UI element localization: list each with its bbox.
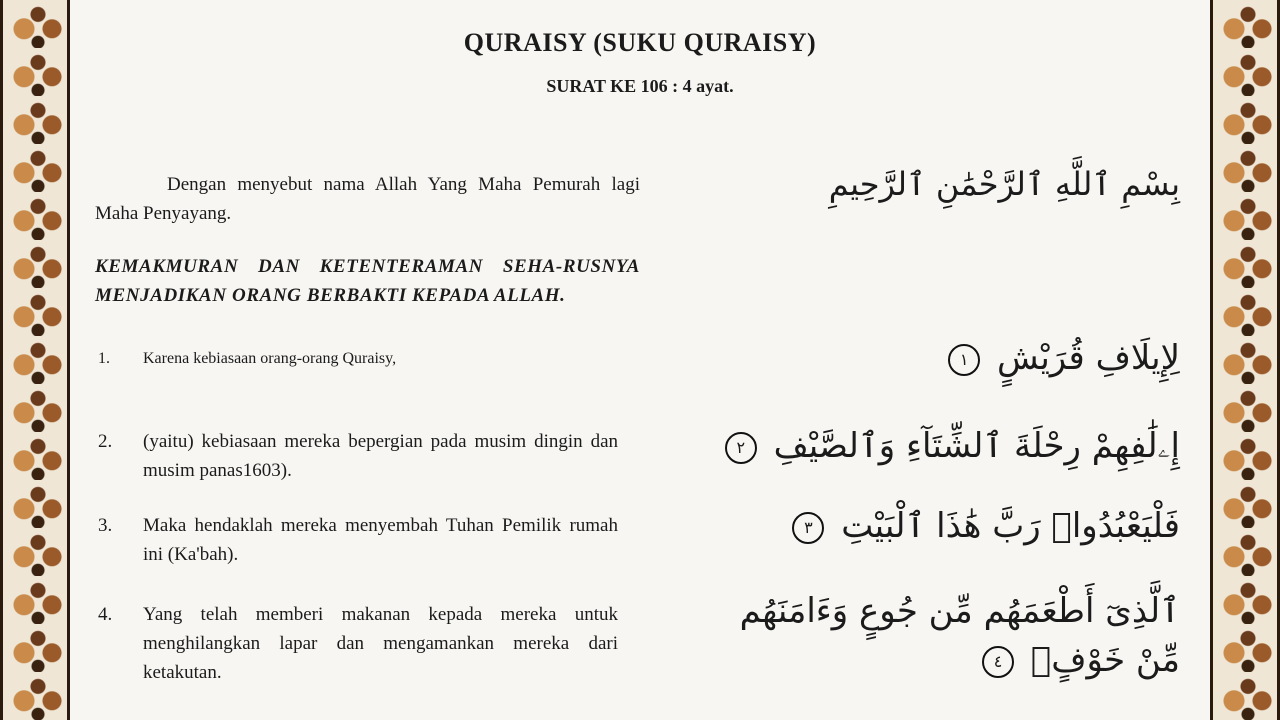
verse-1 <box>98 350 618 368</box>
arabic-text: ٱلَّذِىٓ أَطْعَمَهُم مِّن جُوعٍ وَءَامَنَهُم <box>739 591 1180 631</box>
arabic-text: مِّنْ خَوْفٍۭ <box>1030 640 1180 680</box>
ornamental-border-right <box>1210 0 1280 720</box>
verse-1-arabic <box>948 338 1180 378</box>
verse-number: 1. <box>98 350 110 367</box>
surah-subtitle: SURAT KE 106 : 4 ayat. <box>546 76 734 96</box>
arabic-text: لِإِيلَافِ قُرَيْشٍ <box>996 338 1180 378</box>
basmalah-arabic: بِسْمِ ٱللَّهِ ٱلرَّحْمَٰنِ ٱلرَّحِيمِ <box>828 165 1180 203</box>
surah-title: QURAISY (SUKU QURAISY) <box>463 28 817 57</box>
intro-text: Dengan menyebut nama Allah Yang Maha Pemurah lagi Maha Penyayang. <box>95 174 640 224</box>
verse-number: 3. <box>98 515 113 536</box>
ayah-number-marker: ١ <box>948 344 980 376</box>
verse-number: 4. <box>98 604 113 625</box>
verse-2 <box>98 427 618 485</box>
ayah-number-marker: ٤ <box>982 646 1014 678</box>
verse-4-arabic-line-2 <box>982 640 1180 680</box>
verse-text: Yang telah memberi makanan kepada mereka untuk menghilangkan lapar dan mengamankan mereka dari ketakutan. <box>143 604 618 683</box>
ayah-number-marker: ٣ <box>792 512 824 544</box>
verse-number: 2. <box>98 431 113 452</box>
arabic-text: فَلْيَعْبُدُوا۟ رَبَّ هَٰذَا ٱلْبَيْتِ <box>841 506 1180 546</box>
verse-text: Karena kebiasaan orang-orang Quraisy, <box>143 350 397 367</box>
verse-4 <box>98 600 618 687</box>
ornamental-border-left <box>0 0 70 720</box>
arabic-text: إِۦلَٰفِهِمْ رِحْلَةَ ٱلشِّتَآءِ وَٱلصَّيْفِ <box>773 426 1180 466</box>
verse-text: Maka hendaklah mereka menyembah Tuhan Pemilik rumah ini (Ka'bah). <box>143 515 618 565</box>
ayah-number-marker: ٢ <box>725 432 757 464</box>
translation-column <box>95 170 640 310</box>
document-page <box>70 0 1210 720</box>
section-heading: KEMAKMURAN DAN KETENTERAMAN SEHA-RUSNYA MENJADIKAN ORANG BERBAKTI KEPADA ALLAH. <box>95 256 640 306</box>
verse-3 <box>98 511 618 569</box>
verse-2-arabic <box>725 425 1180 466</box>
verse-text: (yaitu) kebiasaan mereka bepergian pada musim dingin dan musim panas1603). <box>143 431 618 481</box>
verse-3-arabic <box>792 505 1180 546</box>
verse-4-arabic <box>740 590 1180 631</box>
